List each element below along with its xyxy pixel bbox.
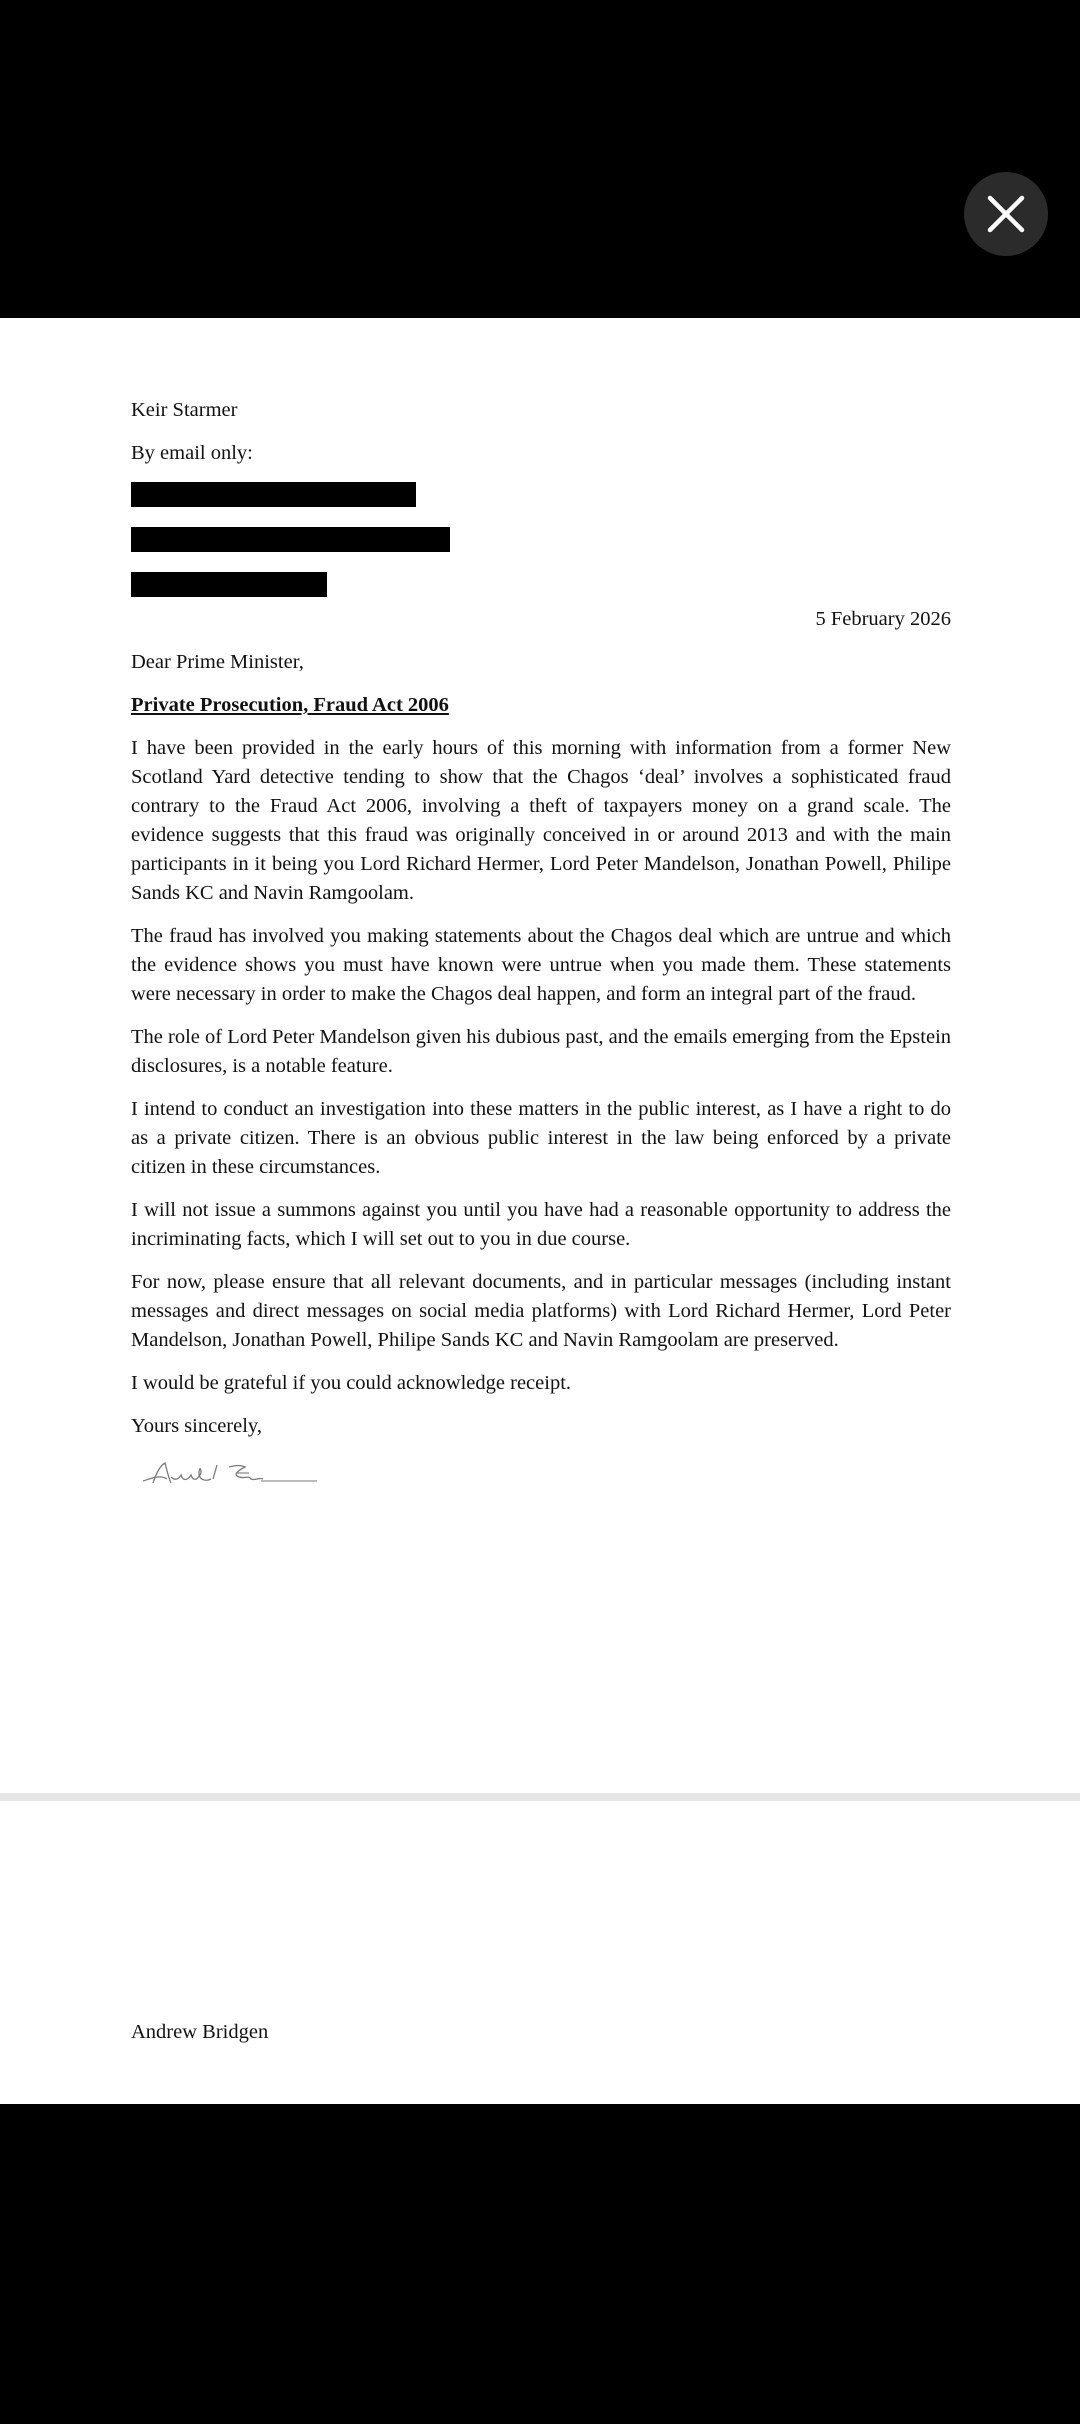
letter-body xyxy=(131,396,951,1502)
paragraph: The fraud has involved you making statements about the Chagos deal which are untrue and which the evidence shows you must have known were untrue when you made them. These statements were necessary in order to make the Chagos deal happen, and form an integral part of the fraud. xyxy=(131,925,951,1005)
redacted-address-line xyxy=(131,572,327,597)
viewer-top-bar xyxy=(0,0,1080,318)
letter-subject: Private Prosecution, Fraud Act 2006 xyxy=(131,694,449,716)
paragraph: I have been provided in the early hours of this morning with information from a former New Scotland Yard detective tending to show that the Chagos ‘deal’ involves a sophisticated fraud contrary to the Fraud Act 2006, involving a theft of taxpayers money on a grand scale. The evidence suggests that this fraud was originally conceived in or around 2013 and with the main participants in it being you Lord Richard Hermer, Lord Peter Mandelson, Jonathan Powell, Philipe Sands KC and Navin Ramgoolam. xyxy=(131,737,951,904)
salutation: Dear Prime Minister, xyxy=(131,651,304,673)
paragraph: I will not issue a summons against you until you have had a reasonable opportunity to address the incriminating facts, which I will set out to you in due course. xyxy=(131,1199,951,1250)
sender-name: Andrew Bridgen xyxy=(131,2021,269,2043)
recipient-name: Keir Starmer xyxy=(131,399,238,421)
close-button[interactable] xyxy=(964,172,1048,256)
paragraph: For now, please ensure that all relevant documents, and in particular messages (including instant messages and direct messages on social media platforms) with Lord Richard Hermer, Lord Peter Mandelson, Jonathan Powell, Philipe Sands KC and Navin Ramgoolam are preserved. xyxy=(131,1271,951,1351)
paragraph: I would be grateful if you could acknowledge receipt. xyxy=(131,1372,572,1394)
letter-date: 5 February 2026 xyxy=(815,608,951,630)
paragraph: The role of Lord Peter Mandelson given his dubious past, and the emails emerging from the Epstein disclosures, is a notable feature. xyxy=(131,1026,952,1077)
redacted-address-line xyxy=(131,527,450,552)
closing: Yours sincerely, xyxy=(131,1415,262,1437)
viewer-bottom-bar xyxy=(0,2104,1080,2424)
signature-image xyxy=(141,1457,321,1493)
document-page xyxy=(0,318,1080,2104)
redacted-address-line xyxy=(131,482,416,507)
page-divider xyxy=(0,1793,1080,1801)
paragraph: I intend to conduct an investigation into these matters in the public interest, as I have a right to do as a private citizen. There is an obvious public interest in the law being enforced by a private citizen in these circumstances. xyxy=(131,1098,951,1178)
close-icon xyxy=(986,194,1026,234)
delivery-method: By email only: xyxy=(131,442,253,464)
